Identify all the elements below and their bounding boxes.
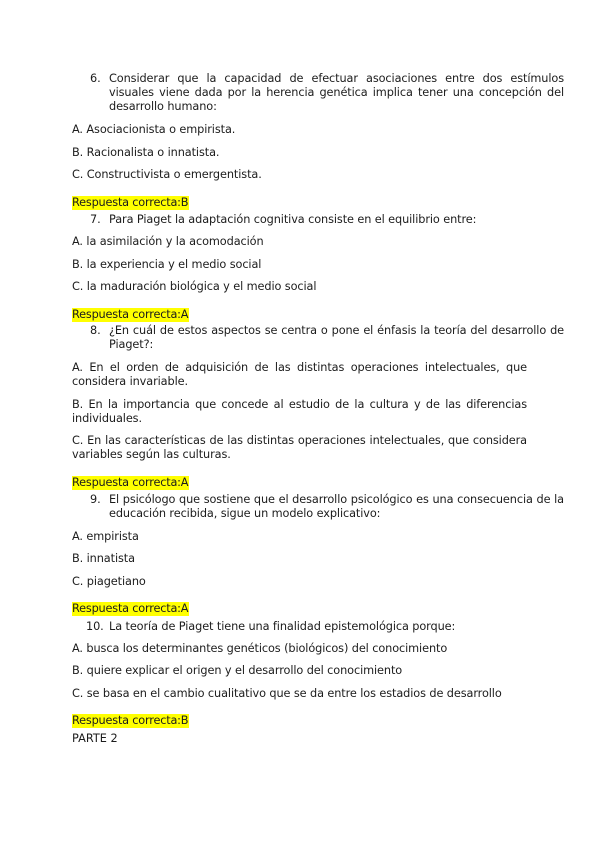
correct-answer: Respuesta correcta:B xyxy=(72,196,189,209)
question-text: El psicólogo que sostiene que el desarrollo psicológico es una consecuencia de la educación recibida, sigue un modelo explicativo: xyxy=(109,493,564,520)
option-a: A. busca los determinantes genéticos (biológicos) del conocimiento xyxy=(72,642,448,655)
question-8 xyxy=(72,324,564,352)
question-6 xyxy=(72,72,564,114)
option-b: B. quiere explicar el origen y el desarrollo del conocimiento xyxy=(72,664,403,677)
option-b: B. la experiencia y el medio social xyxy=(72,258,262,271)
option-c: C. la maduración biológica y el medio social xyxy=(72,280,317,293)
option-a: A. En el orden de adquisición de las distintas operaciones intelectuales, que considera invariable. xyxy=(72,361,527,388)
question-text: Para Piaget la adaptación cognitiva consiste en el equilibrio entre: xyxy=(109,213,477,226)
question-number: 10. xyxy=(86,620,104,633)
question-number: 7. xyxy=(90,213,101,226)
question-number: 6. xyxy=(90,72,101,85)
correct-answer: Respuesta correcta:A xyxy=(72,602,189,615)
question-number: 8. xyxy=(90,324,101,337)
option-c: C. Constructivista o emergentista. xyxy=(72,168,262,181)
option-a: A. Asociacionista o empirista. xyxy=(72,123,236,136)
question-text: La teoría de Piaget tiene una finalidad epistemológica porque: xyxy=(109,620,456,633)
correct-answer: Respuesta correcta:B xyxy=(72,714,189,727)
section-heading: PARTE 2 xyxy=(72,732,118,745)
question-9 xyxy=(72,493,564,521)
option-b: B. innatista xyxy=(72,552,135,565)
question-10 xyxy=(72,620,564,634)
question-7 xyxy=(72,213,564,227)
correct-answer: Respuesta correcta:A xyxy=(72,308,189,321)
option-c: C. piagetiano xyxy=(72,575,146,588)
option-a: A. la asimilación y la acomodación xyxy=(72,235,264,248)
option-b: B. Racionalista o innatista. xyxy=(72,146,220,159)
correct-answer: Respuesta correcta:A xyxy=(72,476,189,489)
question-number: 9. xyxy=(90,493,101,506)
option-b: B. En la importancia que concede al estudio de la cultura y de las diferencias individuales. xyxy=(72,398,527,425)
question-text: Considerar que la capacidad de efectuar asociaciones entre dos estímulos visuales viene dada por la herencia genética implica tener una concepción del desarrollo humano: xyxy=(109,72,564,113)
option-c: C. En las características de las distintas operaciones intelectuales, que considera variables según las culturas. xyxy=(72,434,527,461)
option-a: A. empirista xyxy=(72,530,139,543)
option-c: C. se basa en el cambio cualitativo que se da entre los estadios de desarrollo xyxy=(72,687,502,700)
question-text: ¿En cuál de estos aspectos se centra o pone el énfasis la teoría del desarrollo de Piaget?: xyxy=(109,324,564,351)
